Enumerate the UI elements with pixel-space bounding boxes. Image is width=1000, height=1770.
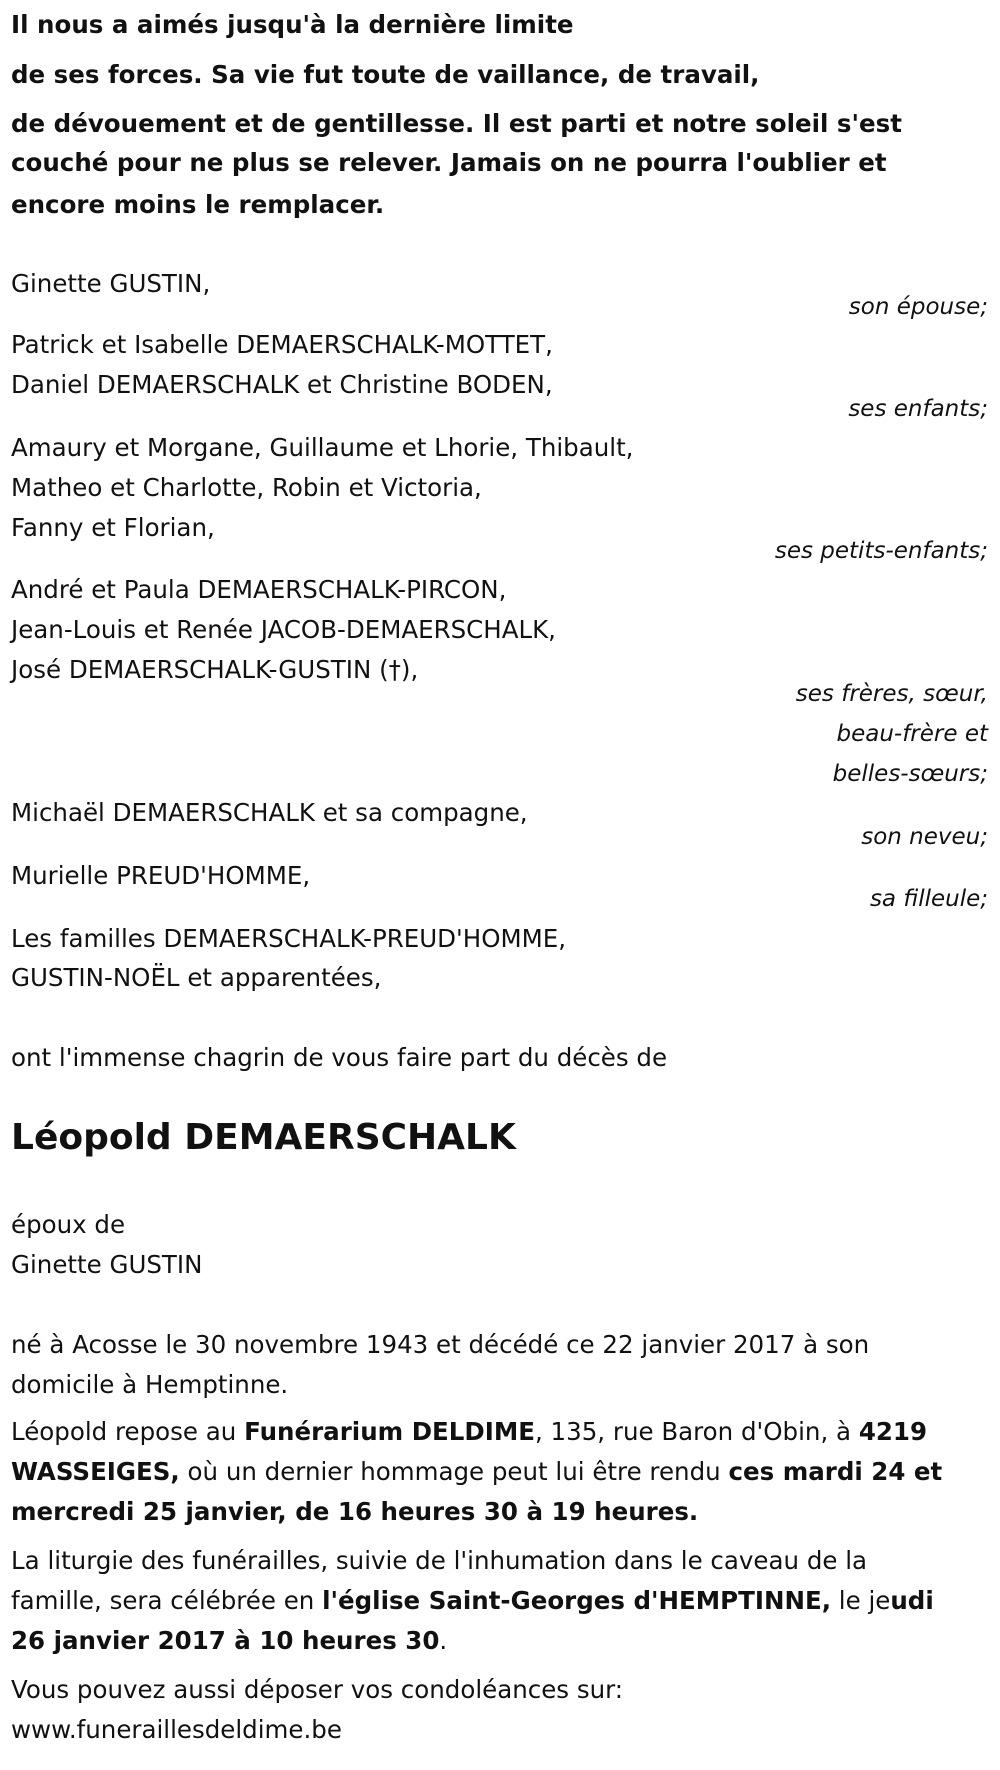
birth-death-line: né à Acosse le 30 novembre 1943 et décédé ce 22 janvier 2017 à son [11,1330,870,1359]
funeral-line: La liturgie des funérailles, suivie de l'inhumation dans le caveau de la [11,1546,868,1575]
family-name: Jean-Louis et Renée JACOB-DEMAERSCHALK, [11,615,556,644]
announcement-text: ont l'immense chagrin de vous faire part du décès de [11,1043,668,1072]
condolences-text: Vous pouvez aussi déposer vos condoléances sur: [11,1675,624,1704]
family-name: André et Paula DEMAERSCHALK-PIRCON, [11,575,507,604]
epitaph-line: encore moins le remplacer. [11,190,385,219]
church-name: l'église Saint-Georges d'HEMPTINNE, [322,1586,832,1615]
family-relation: ses frères, sœur, [795,681,988,707]
visitation-line [11,1457,942,1487]
visitation-hours: mercredi 25 janvier, de 16 heures 30 à 19 heures. [11,1497,699,1526]
family-name: Daniel DEMAERSCHALK et Christine BODEN, [11,370,553,399]
text: famille, sera célébrée en [11,1586,323,1615]
epitaph-line: Il nous a aimés jusqu'à la dernière limite [11,10,574,39]
epitaph-line: couché pour ne plus se relever. Jamais on ne pourra l'oublier et [11,148,887,177]
funeral-line [11,1586,934,1616]
funeral-datetime: 26 janvier 2017 à 10 heures 30 [11,1626,440,1655]
family-name: Michaël DEMAERSCHALK et sa compagne, [11,798,528,827]
family-relation: ses petits-enfants; [774,538,988,564]
condolences-link[interactable]: www.funeraillesdeldime.be [11,1715,342,1744]
text: où un dernier hommage peut lui être rendu [179,1457,729,1486]
spouse-name: Ginette GUSTIN [11,1250,203,1279]
family-name: Matheo et Charlotte, Robin et Victoria, [11,473,482,502]
family-name: Murielle PREUD'HOMME, [11,861,311,890]
town-name: WASSEIGES, [11,1457,180,1486]
family-name: Fanny et Florian, [11,513,215,542]
family-name: José DEMAERSCHALK-GUSTIN (†), [11,655,419,684]
family-name: Amaury et Morgane, Guillaume et Lhorie, Thibault, [11,433,634,462]
family-relation: ses enfants; [848,396,988,422]
text: udi [890,1586,934,1615]
family-relation: sa filleule; [869,886,988,912]
family-relation: beau-frère et [836,721,988,747]
family-relation: son neveu; [861,824,988,850]
family-name: Les familles DEMAERSCHALK-PREUD'HOMME, [11,924,567,953]
family-name: Patrick et Isabelle DEMAERSCHALK-MOTTET, [11,330,553,359]
epitaph-line: de ses forces. Sa vie fut toute de vaillance, de travail, [11,60,760,89]
birth-death-line: domicile à Hemptinne. [11,1370,289,1399]
text: . [439,1626,448,1655]
family-relation: belles-sœurs; [832,761,988,787]
text: Léopold repose au [11,1417,245,1446]
family-name: GUSTIN-NOËL et apparentées, [11,963,382,992]
family-relation: son épouse; [848,294,988,320]
visitation-line [11,1497,698,1527]
text: le je [831,1586,891,1615]
visitation-days: ces mardi 24 et [728,1457,943,1486]
visitation-line [11,1417,927,1447]
text: , 135, rue Baron d'Obin, à [534,1417,859,1446]
funeral-line [11,1626,447,1656]
spouse-label: époux de [11,1210,126,1239]
funerarium-name: Funérarium DELDIME [244,1417,535,1446]
epitaph-line: de dévouement et de gentillesse. Il est parti et notre soleil s'est [11,109,902,138]
family-name: Ginette GUSTIN, [11,269,211,298]
postal-code: 4219 [858,1417,928,1446]
deceased-name: Léopold DEMAERSCHALK [11,1117,516,1158]
